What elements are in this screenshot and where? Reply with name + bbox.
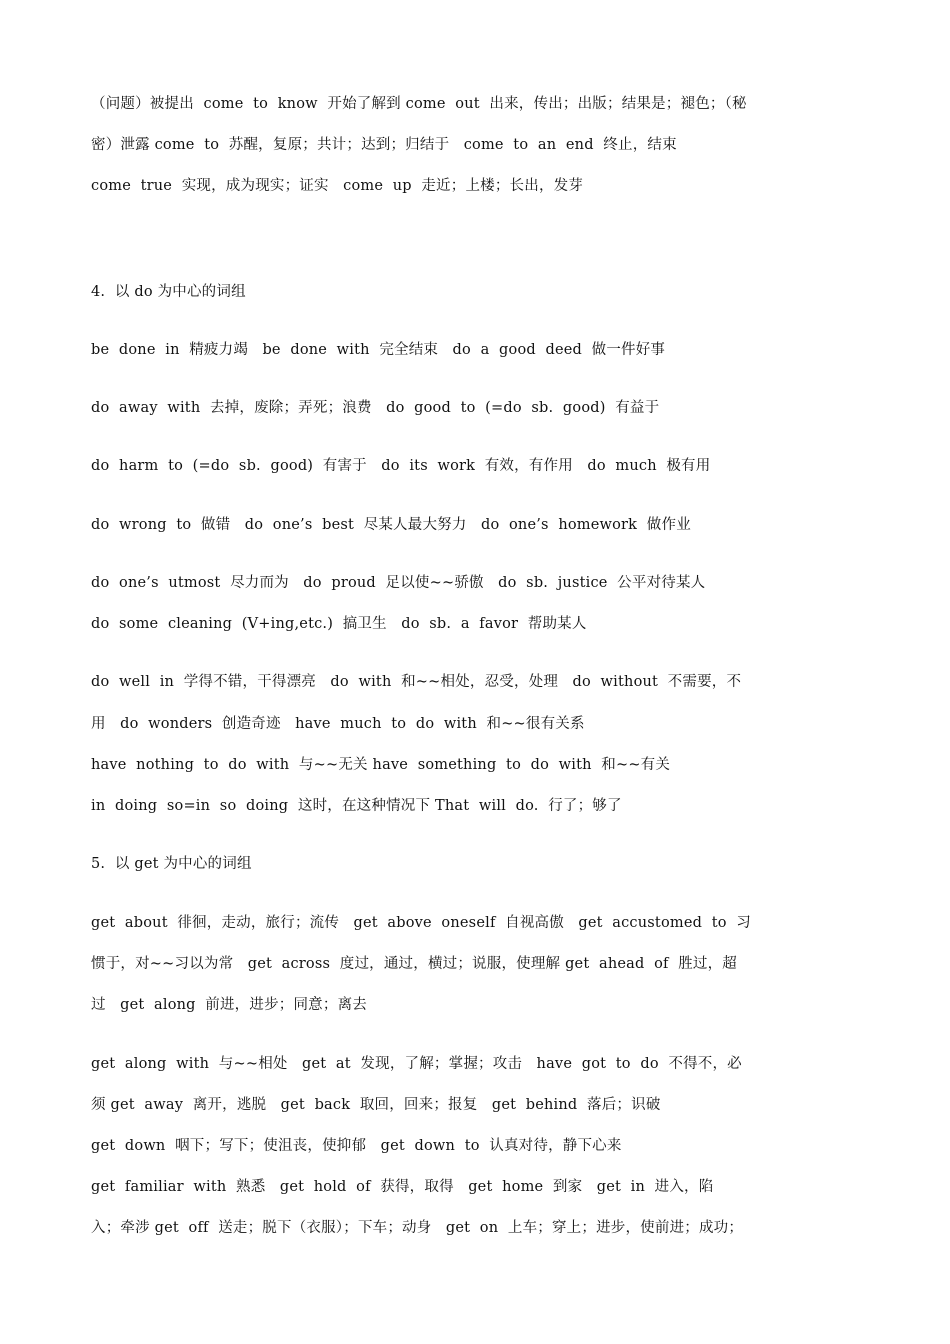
section-heading: 4. 以 do 为中心的词组 (91, 284, 246, 300)
text-line: 惯于，对~~习以为常 get across 度过，通过，横过；说服，使理解 get ahead of 胜过，超 (91, 956, 738, 972)
text-line: do wrong to 做错 do one’s best 尽某人最大努力 do one’s homework 做作业 (91, 517, 691, 533)
text-line: 过 get along 前进，进步；同意；离去 (91, 997, 367, 1013)
text-line: （问题）被提出 come to know 开始了解到 come out 出来，传出；出版；结果是；褪色；（秘 (91, 96, 747, 112)
text-line: come true 实现，成为现实；证实 come up 走近；上楼；长出，发芽 (91, 178, 584, 194)
text-line: get down 咽下；写下；使沮丧，使抑郁 get down to 认真对待，静下心来 (91, 1138, 622, 1154)
text-line: 用 do wonders 创造奇迹 have much to do with 和~~很有关系 (91, 716, 585, 732)
text-line: have nothing to do with 与~~无关 have something to do with 和~~有关 (91, 757, 671, 773)
text-line: get along with 与~~相处 get at 发现，了解；掌握；攻击 have got to do 不得不，必 (91, 1056, 742, 1072)
text-line: 入；牵涉 get off 送走；脱下（衣服）；下车；动身 get on 上车；穿上；进步，使前进；成功； (91, 1220, 744, 1236)
text-line: do away with 去掉，废除；弄死；浪费 do good to (=do sb. good) 有益于 (91, 400, 660, 416)
text-line: 密）泄露 come to 苏醒，复原；共计；达到；归结于 come to an end 终止，结束 (91, 137, 677, 153)
text-line: do harm to (=do sb. good) 有害于 do its work 有效，有作用 do much 极有用 (91, 458, 711, 474)
text-line: be done in 精疲力竭 be done with 完全结束 do a good deed 做一件好事 (91, 342, 666, 358)
text-line: get about 徘徊，走动，旅行；流传 get above oneself 自视高傲 get accustomed to 习 (91, 915, 751, 931)
section-heading: 5. 以 get 为中心的词组 (91, 856, 252, 872)
text-line: in doing so=in so doing 这时，在这种情况下 That will do. 行了；够了 (91, 798, 622, 814)
text-line: get familiar with 熟悉 get hold of 获得，取得 get home 到家 get in 进入，陷 (91, 1179, 714, 1195)
text-line: do some cleaning (V+ing,etc.) 搞卫生 do sb. a favor 帮助某人 (91, 616, 587, 632)
text-line: do one’s utmost 尽力而为 do proud 足以使~~骄傲 do sb. justice 公平对待某人 (91, 575, 706, 591)
text-line: do well in 学得不错，干得漂亮 do with 和~~相处，忍受，处理 do without 不需要，不 (91, 674, 742, 690)
text-line: 须 get away 离开，逃脱 get back 取回，回来；报复 get behind 落后；识破 (91, 1097, 661, 1113)
